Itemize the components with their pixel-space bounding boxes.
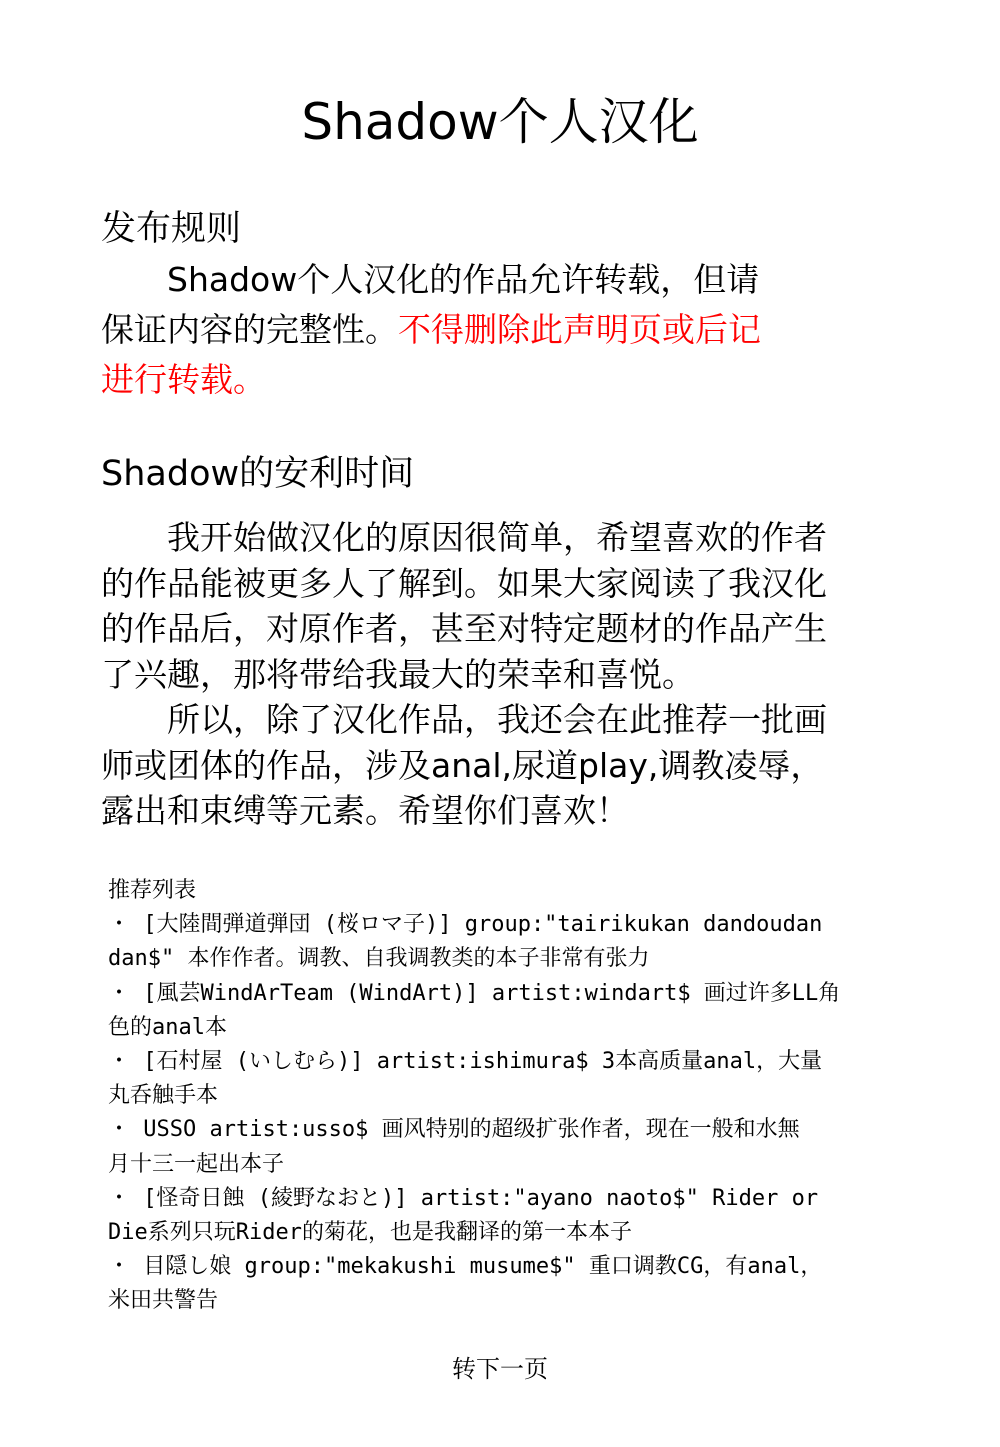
rules-line-text: 保证内容的完整性。 [101, 310, 398, 349]
next-page-label: 转下一页 [452, 1355, 548, 1383]
promo-line: 所以，除了汉化作品，我还会在此推荐一批画 [101, 700, 827, 739]
promo-line: 我开始做汉化的原因很简单，希望喜欢的作者 [101, 518, 827, 557]
list-item-line: ・ [石村屋 (いしむら)] artist:ishimura$ 3本高质量anal，大量 [108, 1049, 823, 1075]
rules-line: Shadow个人汉化的作品允许转载，但请 [101, 260, 760, 299]
rules-warning-text: 不得删除此声明页或后记 [398, 310, 761, 349]
list-item-line: Die系列只玩Rider的菊花，也是我翻译的第一本本子 [108, 1220, 632, 1246]
recommend-heading: 推荐列表 [108, 878, 197, 903]
promo-line: 的作品能被更多人了解到。如果大家阅读了我汉化 [101, 563, 827, 603]
rules-line [101, 305, 901, 355]
list-item-line: 色的anal本 [108, 1014, 227, 1040]
rules-heading: 发布规则 [101, 209, 242, 249]
rules-warning-text: 进行转载。 [101, 360, 266, 399]
rules-paragraph [101, 255, 901, 405]
promo-line: 的作品后，对原作者，甚至对特定题材的作品产生 [101, 609, 827, 648]
page-title: Shadow个人汉化 [301, 93, 699, 151]
list-item-line: ・ 目隠し娘 group:"mekakushi musume$" 重口调教CG，有anal， [108, 1254, 823, 1280]
list-item-line: 月十三一起出本子 [108, 1151, 285, 1177]
list-item-line: ・ USSO artist:usso$ 画风特别的超级扩张作者，现在一般和水無 [108, 1117, 800, 1143]
promo-line: 了兴趣，那将带给我最大的荣幸和喜悦。 [101, 654, 695, 694]
promo-line: 露出和束缚等元素。希望你们喜欢！ [101, 791, 629, 830]
list-item-line: dan$" 本作作者。调教、自我调教类的本子非常有张力 [108, 946, 650, 972]
recommend-list [108, 874, 938, 1319]
promo-heading: Shadow的安利时间 [101, 454, 415, 494]
promo-line: 师或团体的作品，涉及anal,尿道play,调教凌辱， [101, 745, 824, 785]
promo-paragraph [101, 515, 901, 834]
list-item-line: ・ [大陸間弾道弾団 (桜ロマ子)] group:"tairikukan dandoudan [108, 912, 823, 938]
list-item-line: 丸呑触手本 [108, 1083, 219, 1109]
list-item-line: ・ [風芸WindArTeam (WindArt)] artist:windart$ 画过许多LL角 [108, 980, 841, 1006]
list-item-line: ・ [怪奇日蝕 (綾野なおと)] artist:"ayano naoto$" Rider or [108, 1185, 819, 1211]
list-item-line: 米田共警告 [108, 1288, 219, 1314]
